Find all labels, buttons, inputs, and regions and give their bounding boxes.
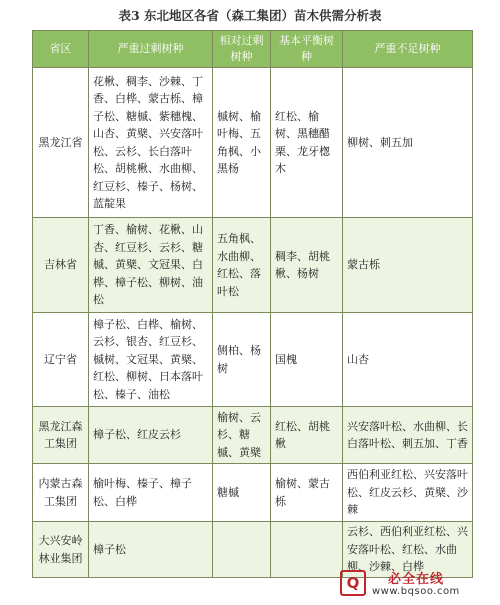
province-cell: 黑龙江省 — [33, 68, 89, 218]
table-row — [33, 407, 473, 464]
severe-surplus-cell: 榆叶梅、榛子、樟子松、白桦 — [89, 464, 213, 522]
balanced-cell: 稠李、胡桃楸、杨树 — [271, 218, 343, 313]
table-header-row — [33, 31, 473, 68]
balanced-cell: 国槐 — [271, 313, 343, 407]
header-severe-shortage: 严重不足树种 — [343, 31, 473, 68]
header-balanced: 基本平衡树种 — [271, 31, 343, 68]
site-url: www.bqsoo.com — [372, 586, 460, 597]
relative-surplus-cell: 槭树、榆叶梅、五角枫、小黑杨 — [213, 68, 271, 218]
table-row — [33, 68, 473, 218]
severe-shortage-cell: 兴安落叶松、水曲柳、长白落叶松、刺五加、丁香 — [343, 407, 473, 464]
balanced-cell — [271, 522, 343, 578]
province-cell: 大兴安岭林业集团 — [33, 522, 89, 578]
severe-shortage-cell: 山杏 — [343, 313, 473, 407]
header-province: 省区 — [33, 31, 89, 68]
supply-demand-table — [32, 30, 473, 578]
severe-surplus-cell: 丁香、榆树、花楸、山杏、红豆杉、云杉、糖槭、黄檗、文冠果、白桦、樟子松、柳树、油松 — [89, 218, 213, 313]
header-severe-surplus: 严重过剩树种 — [89, 31, 213, 68]
severe-surplus-cell: 樟子松、白桦、榆树、云杉、银杏、红豆杉、槭树、文冠果、黄檗、红松、柳树、日本落叶松、榛子、油松 — [89, 313, 213, 407]
balanced-cell: 红松、胡桃楸 — [271, 407, 343, 464]
severe-surplus-cell: 樟子松、红皮云杉 — [89, 407, 213, 464]
balanced-cell: 榆树、蒙古栎 — [271, 464, 343, 522]
severe-shortage-cell: 蒙古栎 — [343, 218, 473, 313]
province-cell: 辽宁省 — [33, 313, 89, 407]
severe-shortage-cell: 云杉、西伯利亚红松、兴安落叶松、红松、水曲柳、沙棘、白桦 — [343, 522, 473, 578]
severe-shortage-cell: 西伯利亚红松、兴安落叶松、红皮云杉、黄檗、沙棘 — [343, 464, 473, 522]
province-cell: 吉林省 — [33, 218, 89, 313]
table-row — [33, 313, 473, 407]
balanced-cell: 红松、榆树、黑穗醋栗、龙牙楤木 — [271, 68, 343, 218]
relative-surplus-cell: 侧柏、杨树 — [213, 313, 271, 407]
table-title: 表3 东北地区各省（森工集团）苗木供需分析表 — [118, 8, 382, 23]
header-relative-surplus: 相对过剩树种 — [213, 31, 271, 68]
site-watermark — [340, 568, 490, 602]
relative-surplus-cell: 糖槭 — [213, 464, 271, 522]
site-name: 必全在线 — [388, 572, 445, 587]
table-row — [33, 464, 473, 522]
severe-surplus-cell: 花楸、稠李、沙棘、丁香、白桦、蒙古栎、樟子松、糖槭、紫穗槐、山杏、黄檗、兴安落叶松、云杉、长白落叶松、胡桃楸、水曲柳、红豆杉、榛子、杨树、蓝靛果 — [89, 68, 213, 218]
table-row — [33, 218, 473, 313]
relative-surplus-cell — [213, 522, 271, 578]
site-logo-icon: Q — [340, 570, 366, 596]
relative-surplus-cell: 五角枫、水曲柳、红松、落叶松 — [213, 218, 271, 313]
severe-surplus-cell: 樟子松 — [89, 522, 213, 578]
province-cell: 黑龙江森工集团 — [33, 407, 89, 464]
relative-surplus-cell: 榆树、云杉、糖槭、黄檗 — [213, 407, 271, 464]
province-cell: 内蒙古森工集团 — [33, 464, 89, 522]
severe-shortage-cell: 柳树、刺五加 — [343, 68, 473, 218]
